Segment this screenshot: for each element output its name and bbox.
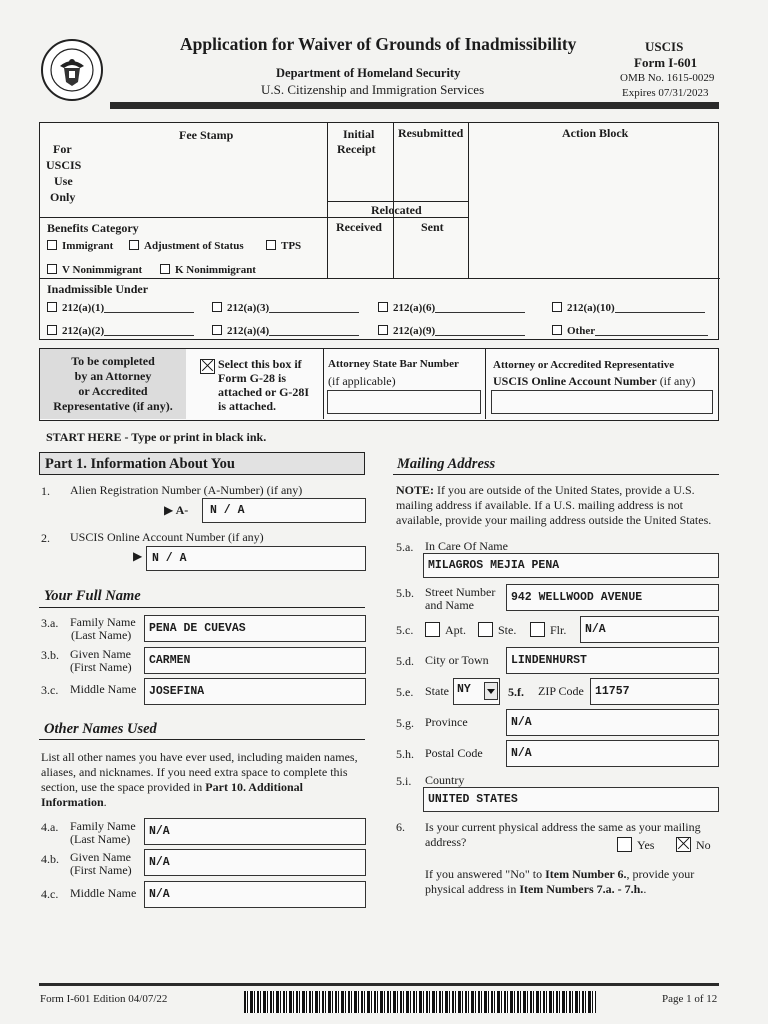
other-middle-name-label: Middle Name	[70, 886, 137, 900]
benefit-v-nonimmigrant: V Nonimmigrant	[47, 264, 142, 277]
initial-receipt-label: Initial Receipt	[337, 127, 376, 156]
bar-number-note: (if applicable)	[328, 374, 396, 388]
middle-name-label: Middle Name	[70, 682, 137, 696]
inadmissible-under-label: Inadmissible Under	[47, 282, 149, 296]
online-account-input[interactable]: N / A	[146, 546, 366, 571]
physical-address-note: If you answered "No" to Item Number 6., provide your physical address in Item Numbers 7.a. - 7.h..	[425, 867, 695, 896]
street-input[interactable]: 942 WELLWOOD AVENUE	[506, 584, 719, 611]
other-given-name-input[interactable]: N/A	[144, 849, 366, 876]
ground-212a9: 212(a)(9)	[378, 325, 525, 338]
your-full-name-title: Your Full Name	[44, 588, 141, 604]
form-number: Form I-601	[634, 55, 698, 70]
attorney-instructions: To be completed by an Attorney or Accredited Representative (if any).	[40, 349, 186, 419]
ground-212a2: 212(a)(2)	[47, 325, 194, 338]
form-title: Application for Waiver of Grounds of Inadmissibility	[180, 34, 577, 54]
footer-rule	[39, 983, 719, 986]
part1-header: Part 1. Information About You	[39, 452, 365, 475]
state-select[interactable]: NY	[453, 678, 500, 705]
ground-212a1: 212(a)(1)	[47, 302, 194, 315]
city-label: City or Town	[425, 653, 489, 667]
family-name-label: Family Name (Last Name)	[70, 615, 136, 642]
fee-stamp-label: Fee Stamp	[179, 128, 234, 142]
ground-212a10: 212(a)(10)	[552, 302, 705, 315]
g28-label: Select this box if Form G-28 is attached or G-28I is attached.	[218, 357, 310, 413]
family-name-input[interactable]: PENA DE CUEVAS	[144, 615, 366, 642]
chevron-down-icon[interactable]	[484, 682, 498, 700]
received-label: Received	[336, 220, 382, 234]
care-of-input[interactable]: MILAGROS MEJIA PENA	[423, 553, 719, 578]
city-input[interactable]: LINDENHURST	[506, 647, 719, 674]
province-input[interactable]: N/A	[506, 709, 719, 736]
ground-212a3: 212(a)(3)	[212, 302, 359, 315]
dhs-seal	[40, 38, 104, 102]
street-label: Street Number and Name	[425, 585, 496, 612]
uscis-label: USCIS	[645, 39, 684, 54]
benefit-adjustment: Adjustment of Status	[129, 240, 244, 253]
same-address-yes[interactable]: Yes	[617, 837, 654, 852]
state-label: State	[425, 684, 449, 698]
other-middle-name-input[interactable]: N/A	[144, 881, 366, 908]
online-account-label: USCIS Online Account Number (if any)	[70, 530, 264, 544]
relocated-label: Relocated	[371, 203, 422, 217]
ground-212a6: 212(a)(6)	[378, 302, 525, 315]
benefits-category-label: Benefits Category	[47, 221, 139, 235]
other-names-instructions: List all other names you have ever used, including maiden names, aliases, and nicknames. If you need extra space to complete this section, use the space provided in Part 10. Additional Information.	[41, 750, 358, 809]
mailing-address-title: Mailing Address	[397, 456, 496, 472]
account-number-label: Attorney or Accredited Representative	[493, 359, 675, 371]
ste-checkbox-label[interactable]: Ste.	[478, 622, 516, 637]
middle-name-input[interactable]: JOSEFINA	[144, 678, 366, 705]
given-name-input[interactable]: CARMEN	[144, 647, 366, 674]
province-label: Province	[425, 715, 468, 729]
benefit-k-nonimmigrant: K Nonimmigrant	[160, 264, 256, 277]
a-number-input[interactable]: N / A	[202, 498, 366, 523]
other-given-name-label: Given Name (First Name)	[70, 850, 132, 877]
zip-label: ZIP Code	[538, 684, 584, 698]
resubmitted-label: Resubmitted	[398, 126, 464, 140]
country-input[interactable]: UNITED STATES	[423, 787, 719, 812]
department-name: Department of Homeland Security	[276, 66, 461, 80]
ground-212a4: 212(a)(4)	[212, 325, 359, 338]
header-rule	[110, 102, 719, 109]
bar-number-label: Attorney State Bar Number	[328, 358, 459, 370]
care-of-label: In Care Of Name	[425, 539, 508, 553]
given-name-label: Given Name (First Name)	[70, 647, 132, 674]
country-label: Country	[425, 773, 465, 787]
same-address-question: Is your current physical address the same as your mailing address?	[425, 820, 701, 849]
mailing-note: NOTE: If you are outside of the United States, provide a U.S. mailing address if available. If a U.S. mailing address is not available, provide your mailing address outside the United States.	[396, 483, 712, 527]
attorney-block	[39, 348, 719, 421]
apt-checkbox-label[interactable]: Apt.	[425, 622, 466, 637]
online-account-arrow: ▶	[133, 549, 143, 563]
benefit-tps: TPS	[266, 240, 301, 253]
other-family-name-input[interactable]: N/A	[144, 818, 366, 845]
flr-checkbox-label[interactable]: Flr.	[530, 622, 566, 637]
page-number: Page 1 of 12	[662, 993, 718, 1005]
zip-input[interactable]: 11757	[590, 678, 719, 705]
barcode	[244, 991, 596, 1013]
postal-code-label: Postal Code	[425, 746, 483, 760]
a-number-label: Alien Registration Number (A-Number) (if any)	[70, 483, 303, 497]
start-here: START HERE - Type or print in black ink.	[46, 430, 267, 444]
omb-number: OMB No. 1615-0029	[620, 72, 715, 84]
account-number-input[interactable]	[491, 390, 713, 414]
a-number-prefix: ▶ A-	[164, 503, 189, 517]
sent-label: Sent	[421, 220, 444, 234]
agency-name: U.S. Citizenship and Immigration Services	[261, 82, 485, 97]
account-number-label-2: USCIS Online Account Number (if any)	[493, 374, 696, 388]
postal-code-input[interactable]: N/A	[506, 740, 719, 767]
expiration-date: Expires 07/31/2023	[622, 87, 709, 99]
same-address-no[interactable]: No	[676, 837, 711, 852]
ground-other: Other	[552, 325, 708, 338]
form-edition: Form I-601 Edition 04/07/22	[40, 993, 168, 1005]
uscis-office-block	[39, 122, 719, 340]
unit-number-input[interactable]: N/A	[580, 616, 719, 643]
other-names-title: Other Names Used	[44, 721, 157, 737]
action-block-label: Action Block	[562, 126, 629, 140]
bar-number-input[interactable]	[327, 390, 481, 414]
g28-attached-checkbox[interactable]	[200, 359, 220, 375]
benefit-immigrant: Immigrant	[47, 240, 113, 253]
other-family-name-label: Family Name (Last Name)	[70, 819, 136, 846]
for-uscis-use-only: For USCIS Use Only	[46, 142, 82, 204]
